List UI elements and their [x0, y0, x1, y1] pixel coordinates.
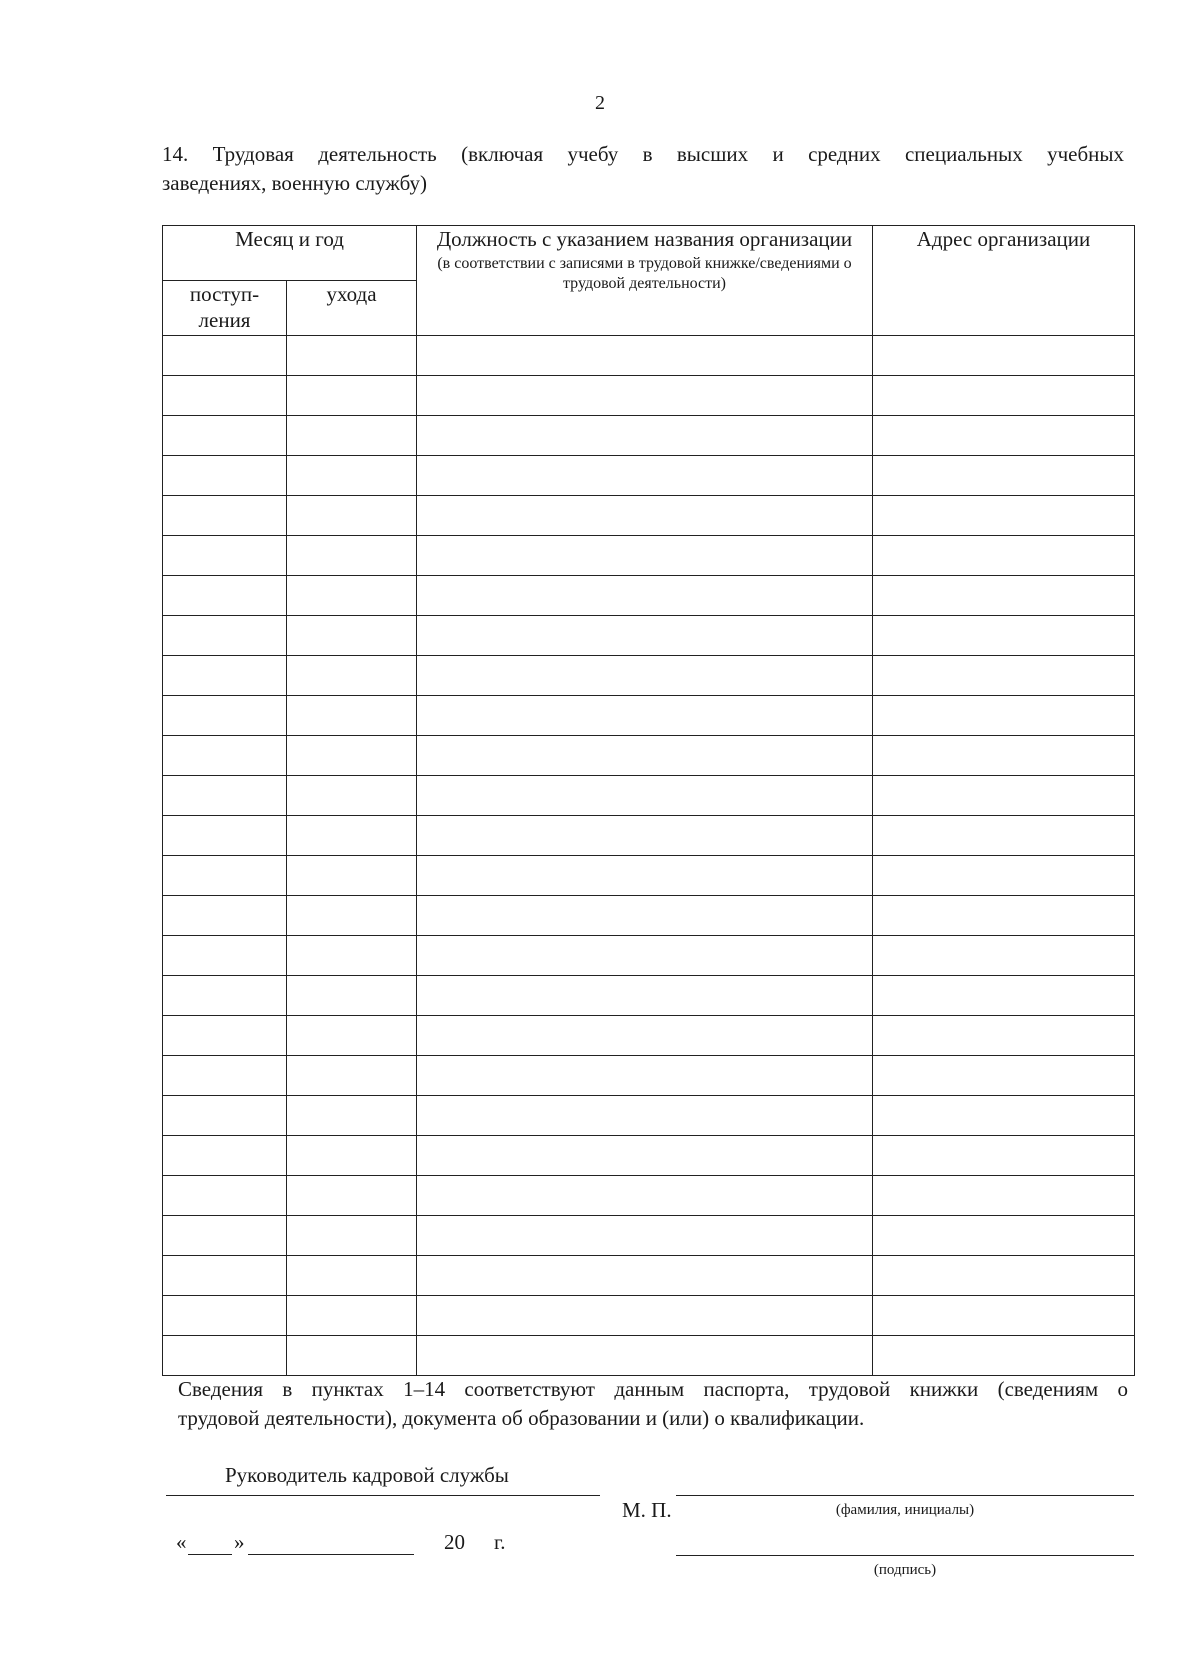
table-row — [163, 1256, 1135, 1296]
table-cell-entry[interactable] — [163, 536, 287, 576]
header-address: Адрес организации — [873, 226, 1135, 336]
table-cell-exit[interactable] — [287, 536, 417, 576]
table-cell-entry[interactable] — [163, 776, 287, 816]
table-cell-position[interactable] — [417, 936, 873, 976]
table-cell-exit[interactable] — [287, 376, 417, 416]
table-cell-exit[interactable] — [287, 1256, 417, 1296]
section-heading-line-2: заведениях, военную службу) — [162, 171, 427, 195]
date-field — [176, 1530, 536, 1560]
table-cell-position[interactable] — [417, 736, 873, 776]
table-cell-position[interactable] — [417, 1176, 873, 1216]
table-cell-position[interactable] — [417, 456, 873, 496]
table-cell-entry[interactable] — [163, 1336, 287, 1376]
table-cell-exit[interactable] — [287, 416, 417, 456]
name-initials-line[interactable] — [676, 1495, 1134, 1496]
table-cell-entry[interactable] — [163, 336, 287, 376]
table-cell-exit[interactable] — [287, 816, 417, 856]
table-row — [163, 1016, 1135, 1056]
table-cell-entry[interactable] — [163, 696, 287, 736]
table-cell-position[interactable] — [417, 576, 873, 616]
table-cell-exit[interactable] — [287, 456, 417, 496]
table-cell-entry[interactable] — [163, 656, 287, 696]
table-cell-position[interactable] — [417, 1096, 873, 1136]
table-cell-exit[interactable] — [287, 936, 417, 976]
table-cell-address[interactable] — [873, 1296, 1135, 1336]
table-cell-entry[interactable] — [163, 1216, 287, 1256]
table-cell-position[interactable] — [417, 856, 873, 896]
table-cell-address[interactable] — [873, 896, 1135, 936]
table-row — [163, 576, 1135, 616]
table-cell-entry[interactable] — [163, 376, 287, 416]
table-row — [163, 1176, 1135, 1216]
table-cell-address[interactable] — [873, 656, 1135, 696]
table-row — [163, 856, 1135, 896]
year-prefix: 20 — [444, 1530, 465, 1554]
table-cell-entry[interactable] — [163, 976, 287, 1016]
table-row — [163, 1056, 1135, 1096]
table-cell-address[interactable] — [873, 456, 1135, 496]
table-cell-address[interactable] — [873, 576, 1135, 616]
date-open-quote: « — [176, 1530, 187, 1554]
table-cell-address[interactable] — [873, 1336, 1135, 1376]
table-cell-exit[interactable] — [287, 1216, 417, 1256]
table-cell-exit[interactable] — [287, 976, 417, 1016]
header-entry — [163, 281, 287, 336]
table-cell-position[interactable] — [417, 1336, 873, 1376]
header-entry-text: поступ- ления — [189, 282, 260, 332]
table-cell-address[interactable] — [873, 976, 1135, 1016]
table-cell-position[interactable] — [417, 1016, 873, 1056]
table-cell-exit[interactable] — [287, 736, 417, 776]
year-suffix: г. — [494, 1530, 506, 1554]
table-cell-exit[interactable] — [287, 496, 417, 536]
table-cell-address[interactable] — [873, 856, 1135, 896]
table-cell-entry[interactable] — [163, 936, 287, 976]
table-cell-exit[interactable] — [287, 1336, 417, 1376]
table-cell-position[interactable] — [417, 416, 873, 456]
table-cell-address[interactable] — [873, 696, 1135, 736]
table-row — [163, 976, 1135, 1016]
stamp-placeholder: М. П. — [622, 1498, 672, 1522]
table-cell-address[interactable] — [873, 936, 1135, 976]
table-row — [163, 696, 1135, 736]
header-month-year: Месяц и год — [163, 226, 417, 281]
table-cell-position[interactable] — [417, 1136, 873, 1176]
table-cell-entry[interactable] — [163, 456, 287, 496]
table-cell-entry[interactable] — [163, 736, 287, 776]
table-cell-entry[interactable] — [163, 496, 287, 536]
table-cell-address[interactable] — [873, 616, 1135, 656]
table-cell-address[interactable] — [873, 1096, 1135, 1136]
table-row — [163, 736, 1135, 776]
header-position-note: (в соответствии с записями в трудовой книжке/сведениями о трудовой деятельности) — [437, 255, 852, 292]
table-cell-position[interactable] — [417, 376, 873, 416]
table-row — [163, 496, 1135, 536]
table-cell-entry[interactable] — [163, 416, 287, 456]
table-cell-entry[interactable] — [163, 816, 287, 856]
table-row — [163, 1336, 1135, 1376]
table-cell-position[interactable] — [417, 336, 873, 376]
table-cell-address[interactable] — [873, 416, 1135, 456]
table-cell-position[interactable] — [417, 1256, 873, 1296]
table-cell-entry[interactable] — [163, 856, 287, 896]
table-cell-address[interactable] — [873, 816, 1135, 856]
table-cell-position[interactable] — [417, 896, 873, 936]
table-cell-entry[interactable] — [163, 1136, 287, 1176]
date-close-quote: » — [234, 1530, 245, 1554]
table-cell-exit[interactable] — [287, 1056, 417, 1096]
table-cell-entry[interactable] — [163, 576, 287, 616]
certification-note-line-2: трудовой деятельности), документа об образовании и (или) о квалификации. — [178, 1406, 865, 1430]
table-row — [163, 896, 1135, 936]
table-cell-entry[interactable] — [163, 1176, 287, 1216]
table-cell-entry[interactable] — [163, 896, 287, 936]
employment-table-body — [163, 336, 1135, 1376]
table-cell-exit[interactable] — [287, 896, 417, 936]
table-cell-position[interactable] — [417, 536, 873, 576]
table-cell-position[interactable] — [417, 976, 873, 1016]
table-cell-exit[interactable] — [287, 656, 417, 696]
table-row — [163, 416, 1135, 456]
table-row — [163, 616, 1135, 656]
table-cell-exit[interactable] — [287, 1016, 417, 1056]
table-cell-entry[interactable] — [163, 1296, 287, 1336]
table-row — [163, 536, 1135, 576]
table-cell-exit[interactable] — [287, 336, 417, 376]
table-cell-address[interactable] — [873, 536, 1135, 576]
table-cell-address[interactable] — [873, 1016, 1135, 1056]
table-row — [163, 456, 1135, 496]
month-blank[interactable] — [248, 1530, 414, 1555]
table-cell-entry[interactable] — [163, 1256, 287, 1296]
table-cell-entry[interactable] — [163, 1056, 287, 1096]
header-exit: ухода — [287, 281, 417, 336]
table-cell-exit[interactable] — [287, 1136, 417, 1176]
table-cell-exit[interactable] — [287, 1296, 417, 1336]
table-row — [163, 776, 1135, 816]
certification-note — [178, 1375, 1128, 1433]
page-number: 2 — [595, 92, 605, 114]
day-blank[interactable] — [188, 1530, 232, 1555]
table-cell-address[interactable] — [873, 1056, 1135, 1096]
table-cell-address[interactable] — [873, 1216, 1135, 1256]
table-cell-exit[interactable] — [287, 616, 417, 656]
hr-head-underline[interactable] — [166, 1495, 600, 1496]
table-cell-address[interactable] — [873, 496, 1135, 536]
table-cell-address[interactable] — [873, 1176, 1135, 1216]
table-cell-address[interactable] — [873, 376, 1135, 416]
table-cell-exit[interactable] — [287, 856, 417, 896]
table-row — [163, 656, 1135, 696]
section-heading-line-1: 14. Трудовая деятельность (включая учебу в высших и средних специальных учебных — [162, 142, 1124, 166]
table-cell-exit[interactable] — [287, 776, 417, 816]
table-cell-address[interactable] — [873, 1256, 1135, 1296]
header-position-title: Должность с указанием названия организации — [436, 227, 853, 251]
table-cell-entry[interactable] — [163, 1016, 287, 1056]
table-row — [163, 816, 1135, 856]
name-initials-caption: (фамилия, инициалы) — [835, 1502, 975, 1518]
header-position — [417, 226, 873, 336]
table-cell-position[interactable] — [417, 1216, 873, 1256]
table-cell-exit[interactable] — [287, 576, 417, 616]
table-cell-entry[interactable] — [163, 1096, 287, 1136]
table-cell-exit[interactable] — [287, 1096, 417, 1136]
section-heading — [162, 140, 1124, 198]
table-row — [163, 936, 1135, 976]
table-row — [163, 1136, 1135, 1176]
table-cell-exit[interactable] — [287, 696, 417, 736]
signature-caption: (подпись) — [873, 1562, 937, 1578]
employment-table-wrapper — [162, 225, 1134, 1376]
table-cell-address[interactable] — [873, 776, 1135, 816]
table-cell-entry[interactable] — [163, 616, 287, 656]
table-row — [163, 1096, 1135, 1136]
table-cell-address[interactable] — [873, 336, 1135, 376]
employment-table — [162, 225, 1135, 1376]
table-row — [163, 1296, 1135, 1336]
table-row — [163, 1216, 1135, 1256]
table-cell-position[interactable] — [417, 816, 873, 856]
signature-line[interactable] — [676, 1555, 1134, 1556]
table-cell-position[interactable] — [417, 776, 873, 816]
table-cell-position[interactable] — [417, 496, 873, 536]
hr-head-title: Руководитель кадровой службы — [225, 1463, 509, 1487]
certification-note-line-1: Сведения в пунктах 1–14 соответствуют данным паспорта, трудовой книжки (сведениям о — [178, 1377, 1128, 1401]
table-cell-position[interactable] — [417, 696, 873, 736]
table-cell-position[interactable] — [417, 1296, 873, 1336]
table-cell-exit[interactable] — [287, 1176, 417, 1216]
table-row — [163, 376, 1135, 416]
table-cell-position[interactable] — [417, 656, 873, 696]
table-cell-address[interactable] — [873, 1136, 1135, 1176]
table-row — [163, 336, 1135, 376]
table-cell-position[interactable] — [417, 616, 873, 656]
table-cell-address[interactable] — [873, 736, 1135, 776]
table-cell-position[interactable] — [417, 1056, 873, 1096]
table-header-row-1 — [163, 226, 1135, 281]
